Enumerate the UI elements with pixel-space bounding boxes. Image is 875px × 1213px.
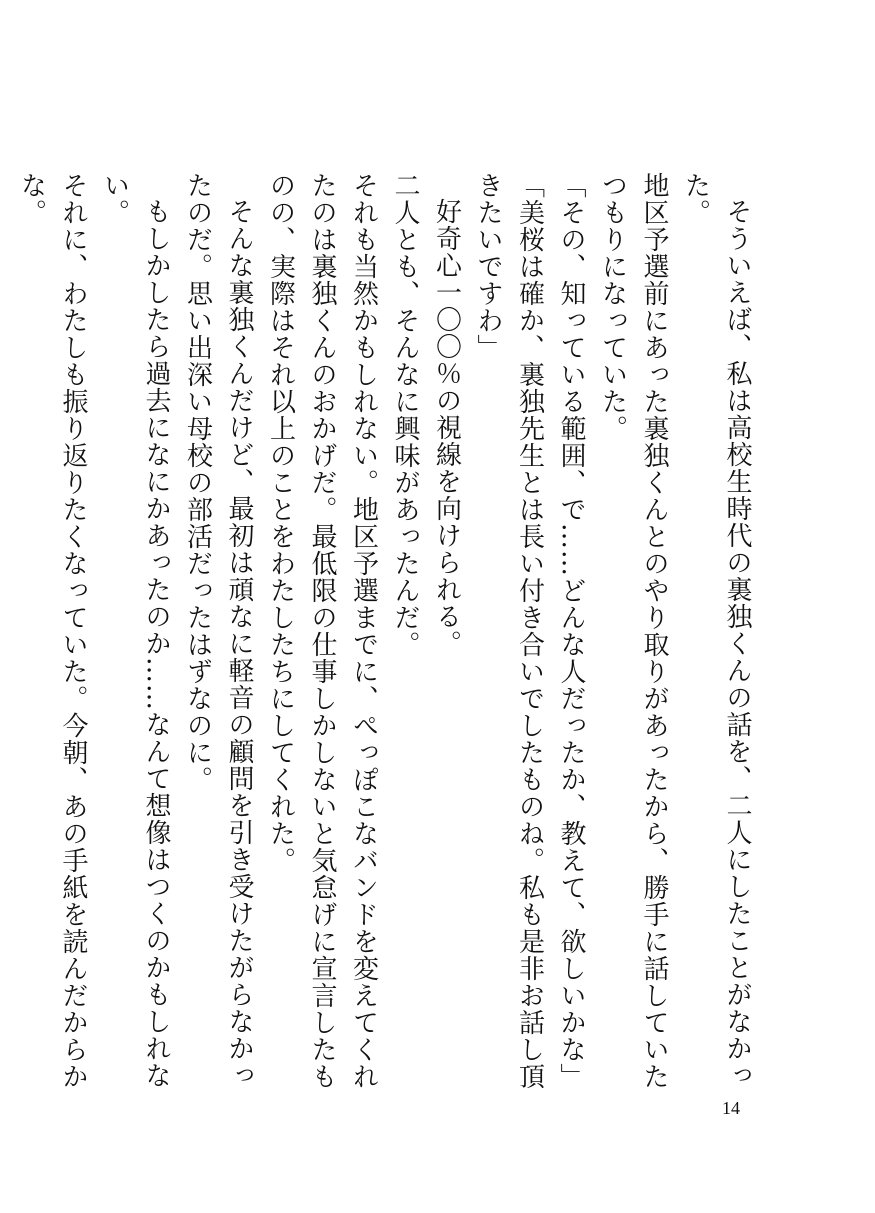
paragraph: それに、わたしも振り返りたくなっていた。今朝、あの手紙を読んだからかな。 — [16, 172, 88, 1090]
paragraph: それも当然かもしれない。地区予選までに、ぺっぽこなバンドを変えてくれたのは裏独くんのおかげだ。最低限の仕事しかしないと気怠げに宣言したものの、実際はそれ以上のことをわたしたちにしてくれた。 — [265, 172, 379, 1090]
body-text — [16, 172, 757, 1100]
paragraph: そういえば、私は高校生時代の裏独くんの話を、二人にしたことがなかった。 — [680, 172, 752, 1089]
paragraph: 好奇心一〇〇％の視線を向けられる。 — [431, 198, 462, 657]
paragraph: もしかしたら過去になにかあったのか……なんて想像はつくのかもしれない。 — [99, 172, 171, 1089]
paragraph: 地区予選前にあった裏独くんとのやり取りがあったから、勝手に話していたつもりになっていた。 — [597, 172, 669, 1090]
page-number: 14 — [722, 1098, 740, 1118]
paragraph: 「美桜は確か、裏独先生とは長い付き合いでしたものね。私も是非お話し頂きたいですわ」 — [473, 172, 545, 1090]
paragraph: 二人とも、そんなに興味があったんだ。 — [390, 172, 420, 658]
paragraph: そんな裏独くんだけど、最初は頑なに軽音の顧問を引き受けたがらなかったのだ。思い出深い母校の部活だったはずなのに。 — [182, 172, 254, 1089]
paragraph: 「その、知っている範囲、で……どんな人だったか、教えて、欲しいかな」 — [556, 172, 586, 1090]
